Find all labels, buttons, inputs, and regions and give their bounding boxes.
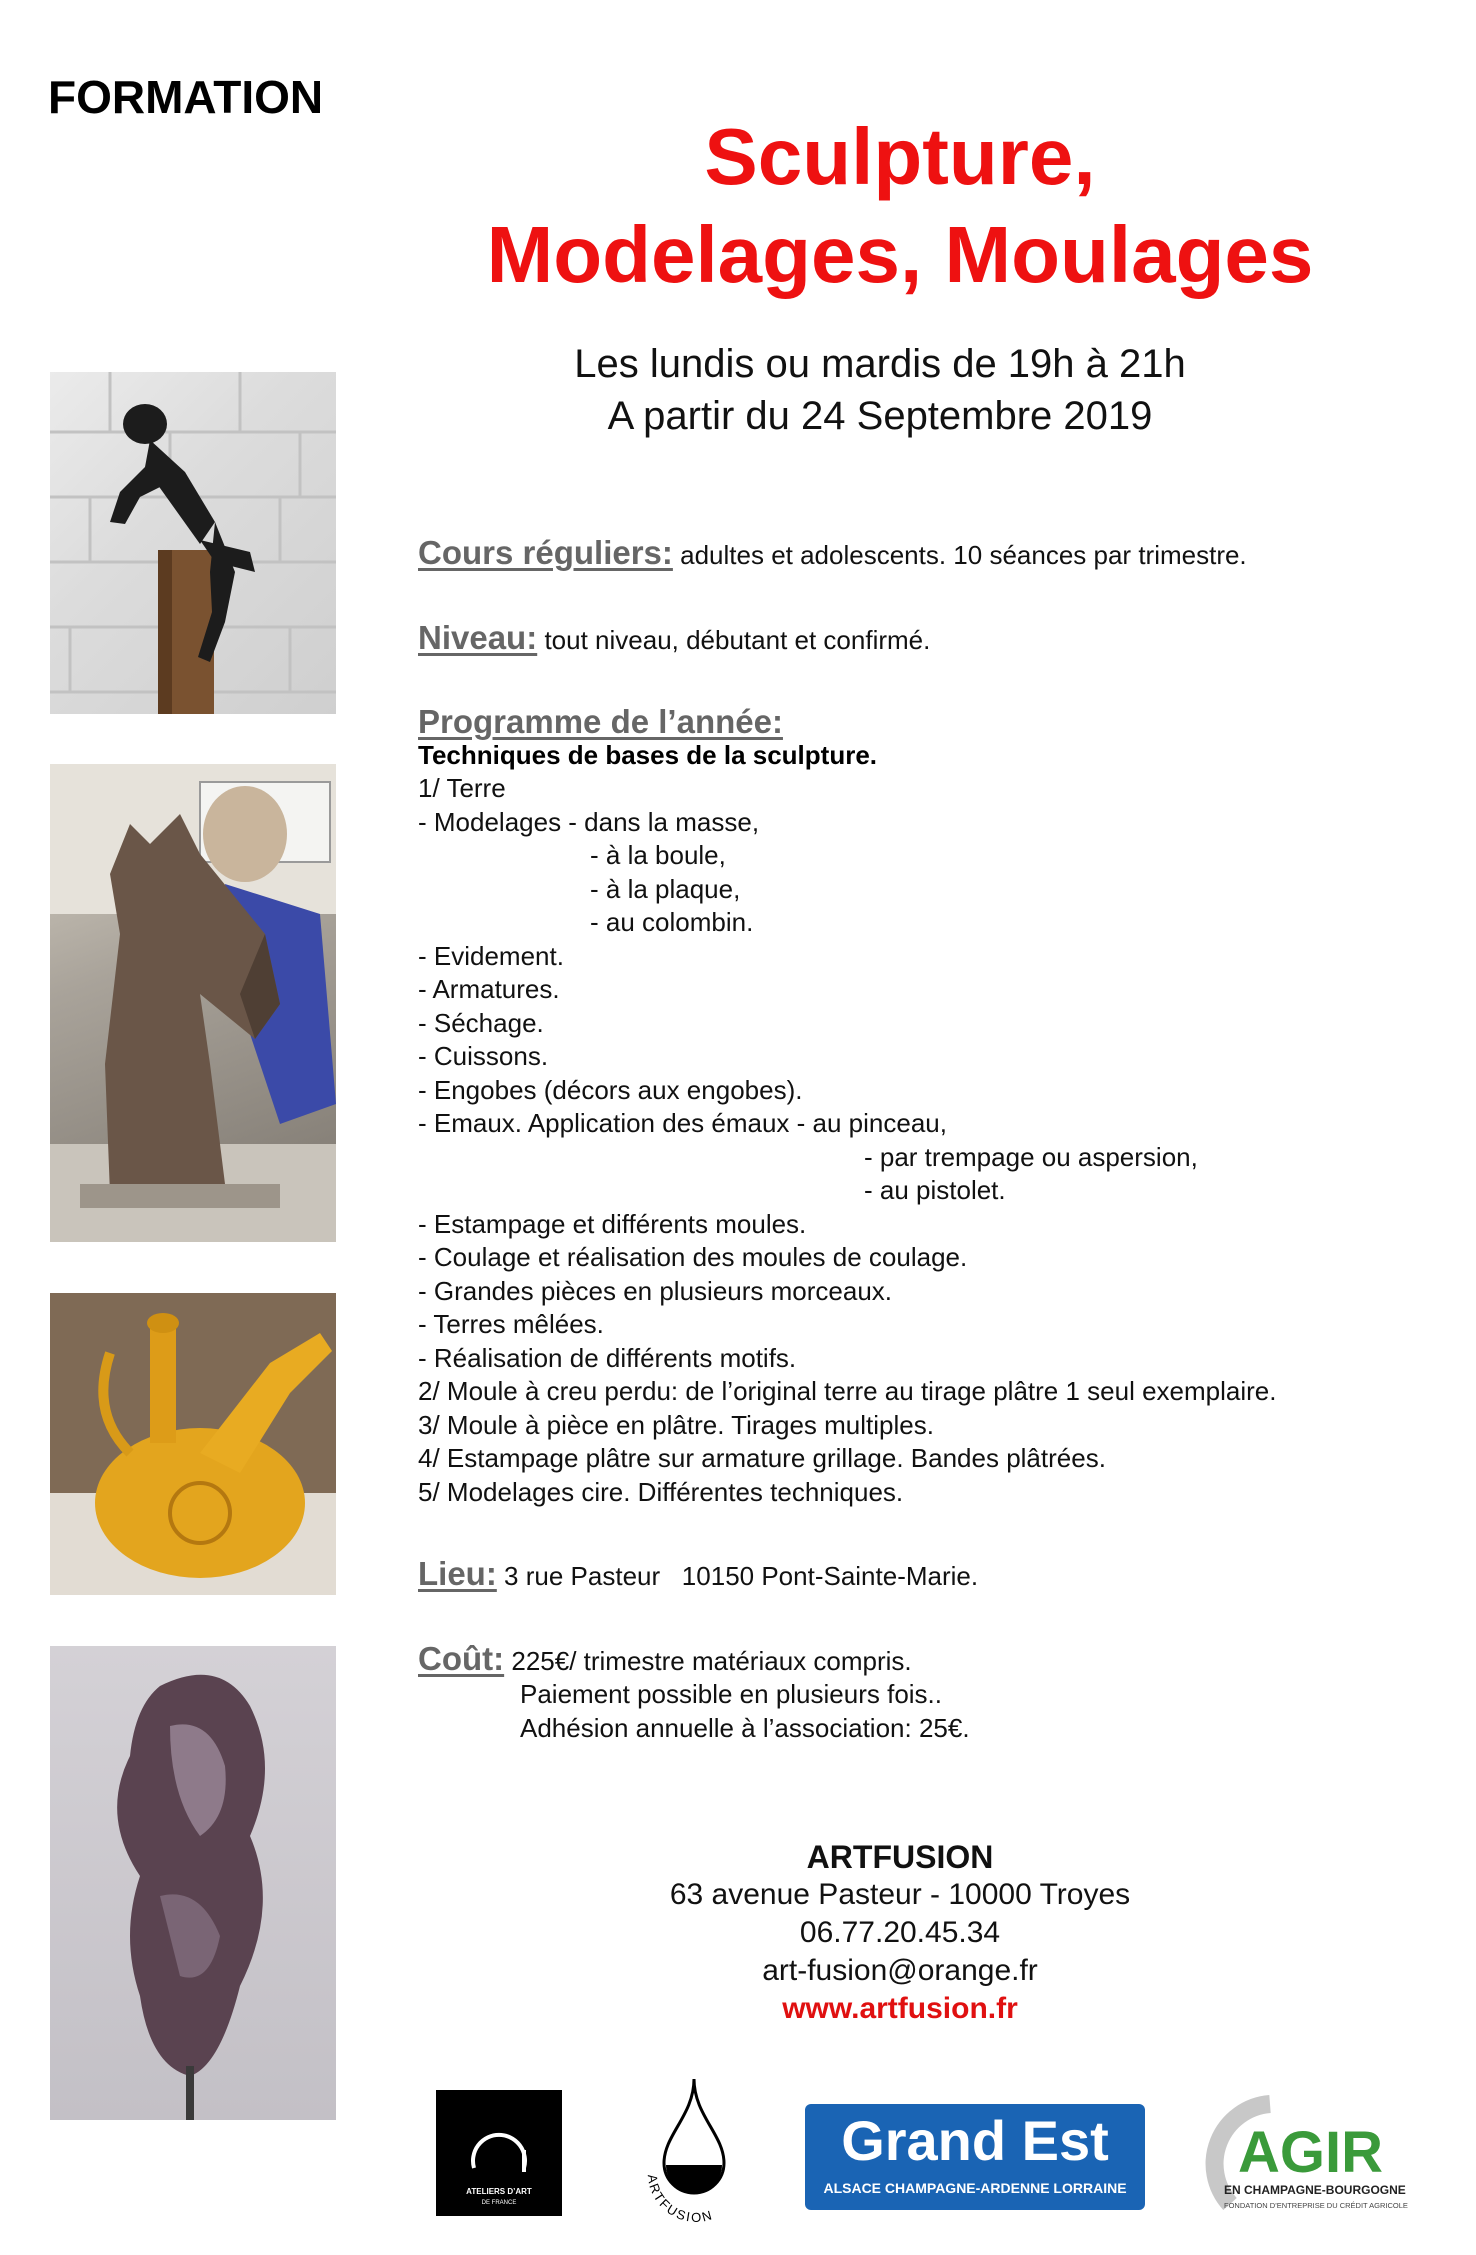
programme-line: - au pistolet. <box>864 1175 1006 1205</box>
artfusion-logo <box>632 2075 756 2225</box>
grand-est-logo-title: Grand Est <box>841 2109 1109 2172</box>
programme-line: - Evidement. <box>418 940 564 971</box>
schedule-start-date: A partir du 24 Septembre 2019 <box>607 394 1153 438</box>
photo-figurine-sculpture <box>50 372 336 714</box>
agir-logo-title: AGIR <box>1238 2120 1383 2185</box>
lieu-text: 3 rue Pasteur 10150 Pont-Sainte-Marie. <box>496 1561 979 1591</box>
programme-line: 4/ Estampage plâtre sur armature grillage. Bandes plâtrées. <box>418 1443 1106 1473</box>
cout-payment-note: Paiement possible en plusieurs fois.. <box>520 1679 943 1709</box>
section-lieu <box>418 1557 1448 1594</box>
niveau-text: tout niveau, débutant et confirmé. <box>537 624 931 655</box>
cout-membership-note: Adhésion annuelle à l’association: 25€. <box>520 1712 970 1743</box>
programme-line: 2/ Moule à creu perdu: de l’original terre au tirage plâtre 1 seul exemplaire. <box>418 1376 1277 1406</box>
agir-logo-subtitle: EN CHAMPAGNE-BOURGOGNE <box>1224 2183 1406 2197</box>
agir-champagne-bourgogne-logo <box>1200 2094 1440 2224</box>
photo-horse-head-sculpture <box>50 764 336 1242</box>
cours-text: adultes et adolescents. 10 séances par trimestre. <box>672 540 1247 570</box>
page-title <box>420 108 1380 304</box>
grand-est-logo-subtitle: ALSACE CHAMPAGNE-ARDENNE LORRAINE <box>823 2180 1127 2196</box>
programme-line: - Grandes pièces en plusieurs morceaux. <box>418 1275 893 1306</box>
agir-logo-foundation: FONDATION D’ENTREPRISE DU CRÉDIT AGRICOLE <box>1224 2201 1408 2210</box>
ateliers-logo-line1: ATELIERS D’ART <box>466 2187 532 2196</box>
programme-line: - à la plaque, <box>590 873 741 904</box>
programme-line: - à la boule, <box>590 840 726 870</box>
phone-number: 06.77.20.45.34 <box>799 1916 1001 1949</box>
cout-text: 225€/ trimestre matériaux compris. <box>504 1645 912 1676</box>
programme-line: - Estampage et différents moules. <box>418 1208 807 1239</box>
course-details <box>418 536 1448 1745</box>
schedule <box>470 338 1290 442</box>
programme-line: - Modelages - dans la masse, <box>418 806 760 837</box>
programme-heading: Programme de l’année: <box>418 703 783 740</box>
photo-purple-glazed-sculpture <box>50 1646 336 2120</box>
programme-line: 1/ Terre <box>418 773 506 803</box>
contact-block <box>560 1838 1240 2028</box>
cours-heading: Cours réguliers: <box>418 534 673 571</box>
formation-label: FORMATION <box>48 71 324 123</box>
section-cout <box>418 1639 1448 1746</box>
programme-line: - Séchage. <box>418 1007 544 1038</box>
organization-address: 63 avenue Pasteur - 10000 Troyes <box>669 1878 1131 1911</box>
section-programme <box>418 705 1448 1509</box>
lieu-heading: Lieu: <box>418 1555 497 1592</box>
artfusion-logo-text: ARTFUSION <box>644 2173 716 2225</box>
photo-yellow-glazed-pitcher <box>50 1293 336 1595</box>
programme-line: - Engobes (décors aux engobes). <box>418 1074 803 1105</box>
programme-line: 5/ Modelages cire. Différentes techniques. <box>418 1476 904 1507</box>
niveau-heading: Niveau: <box>418 618 538 656</box>
ateliers-art-france-logo <box>436 2090 562 2216</box>
section-niveau <box>418 618 1448 658</box>
section-cours <box>418 536 1448 573</box>
title-line-1: Sculpture, <box>704 112 1096 201</box>
schedule-days: Les lundis ou mardis de 19h à 21h <box>574 342 1186 386</box>
programme-line: - Coulage et réalisation des moules de coulage. <box>418 1242 968 1272</box>
programme-line: - Réalisation de différents motifs. <box>418 1342 797 1373</box>
programme-subtitle: Techniques de bases de la sculpture. <box>418 739 877 770</box>
organization-name: ARTFUSION <box>806 1839 994 1875</box>
programme-line: - Cuissons. <box>418 1041 549 1071</box>
programme-line: - Terres mêlées. <box>418 1309 604 1339</box>
website-link[interactable]: www.artfusion.fr <box>782 1992 1018 2025</box>
email-address[interactable]: art-fusion@orange.fr <box>762 1954 1038 1987</box>
programme-line: - Emaux. Application des émaux - au pinceau, <box>418 1108 947 1138</box>
title-line-2: Modelages, Moulages <box>486 210 1314 299</box>
programme-line: - Armatures. <box>418 974 560 1004</box>
cout-heading: Coût: <box>418 1639 505 1677</box>
programme-line: 3/ Moule à pièce en plâtre. Tirages multiples. <box>418 1409 934 1440</box>
ateliers-logo-line2: DE FRANCE <box>481 2200 517 2206</box>
programme-line: - par trempage ou aspersion, <box>864 1141 1198 1172</box>
grand-est-logo <box>805 2104 1145 2210</box>
programme-line: - au colombin. <box>590 907 754 937</box>
